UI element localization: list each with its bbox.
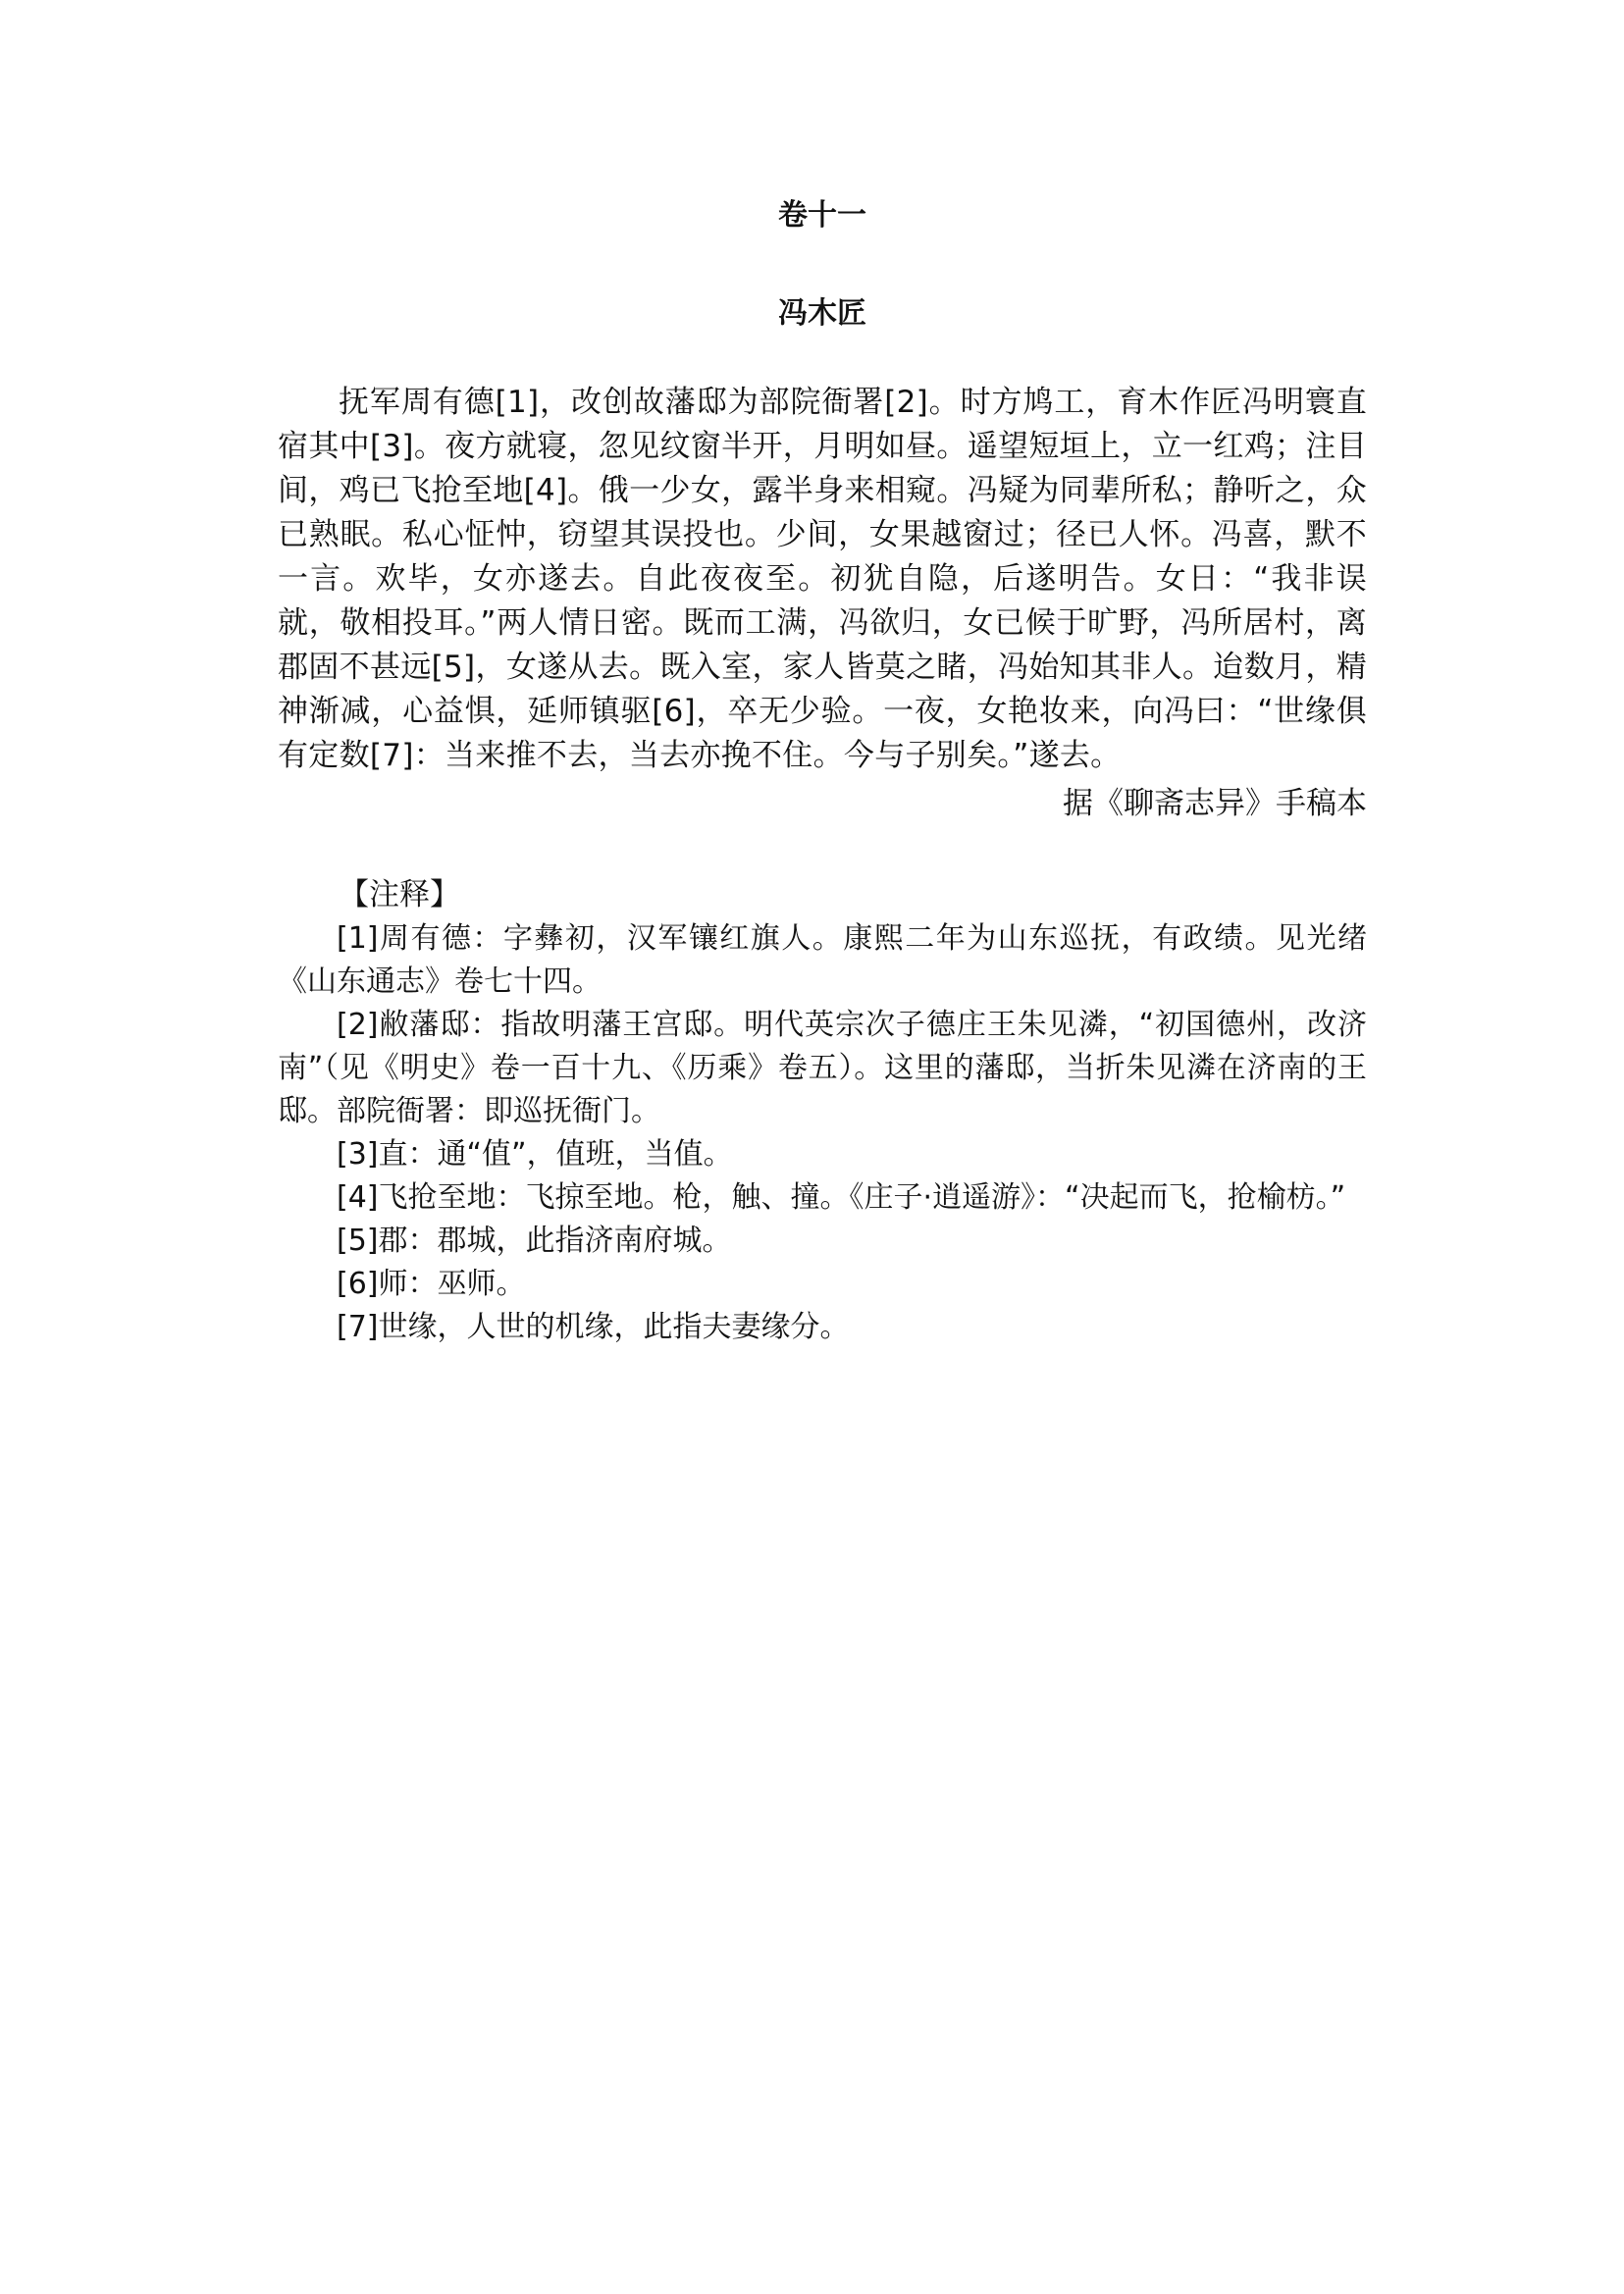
source-citation: 据《聊斋志异》手稿本 xyxy=(1063,786,1367,821)
note-item-3: [3]直：通“值”，值班，当值。 xyxy=(337,1137,733,1172)
note-item-4: [4]飞抢至地：飞掠至地。枪，触、撞。《庄子·逍遥游》：“决起而飞，抢榆枋。” xyxy=(337,1180,1346,1215)
story-paragraph: 抚军周有德[1]，改创故藩邸为部院衙署[2]。时方鸠工，育木作匠冯明寰直宿其中[3]。夜方就寝，忽见纹窗半开，月明如昼。遥望短垣上，立一红鸡；注目间，鸡已飞抢至地[4]。俄一少女，露半身来相窥。冯疑为同辈所私；静听之，众已熟眠。私心怔忡，窃望其误投也。少间，女果越窗过；径已人怀。冯喜，默不一言。欢毕，女亦遂去。自此夜夜至。初犹自隐，后遂明告。女日：“我非误就，敬相投耳。”两人情日密。既而工满，冯欲归，女已候于旷野，冯所居村，离郡固不甚远[5]，女遂从去。既入室，家人皆莫之睹，冯始知其非人。迨数月，精神渐减，心益惧，延师镇驱[6]，卒无少验。一夜，女艳妆来，向冯曰：“世缘俱有定数[7]：当来推不去，当去亦挽不住。今与子别矣。”遂去。 xyxy=(278,385,1367,773)
note-item-2: [2]敝藩邸：指故明藩王宫邸。明代英宗次子德庄王朱见潾，“初国德州，改济南”（见《明史》卷一百十九、《历乘》卷五）。这里的藩邸，当折朱见潾在济南的王邸。部院衙署：即巡抚衙门。 xyxy=(278,1008,1367,1128)
note-item-5: [5]郡：郡城，此指济南府城。 xyxy=(337,1224,732,1258)
volume-title: 卷十一 xyxy=(778,198,866,233)
notes-section xyxy=(278,873,1367,1349)
document-page xyxy=(278,186,1367,1349)
note-item-1: [1]周有德：字彝初，汉军镶红旗人。康熙二年为山东巡抚，有政绩。见光绪《山东通志》卷七十四。 xyxy=(278,921,1367,999)
notes-heading: 【注释】 xyxy=(339,877,460,912)
story-title: 冯木匠 xyxy=(778,296,866,331)
note-item-6: [6]师：巫师。 xyxy=(337,1267,526,1301)
note-item-7: [7]世缘，人世的机缘，此指夫妻缘分。 xyxy=(337,1310,850,1344)
